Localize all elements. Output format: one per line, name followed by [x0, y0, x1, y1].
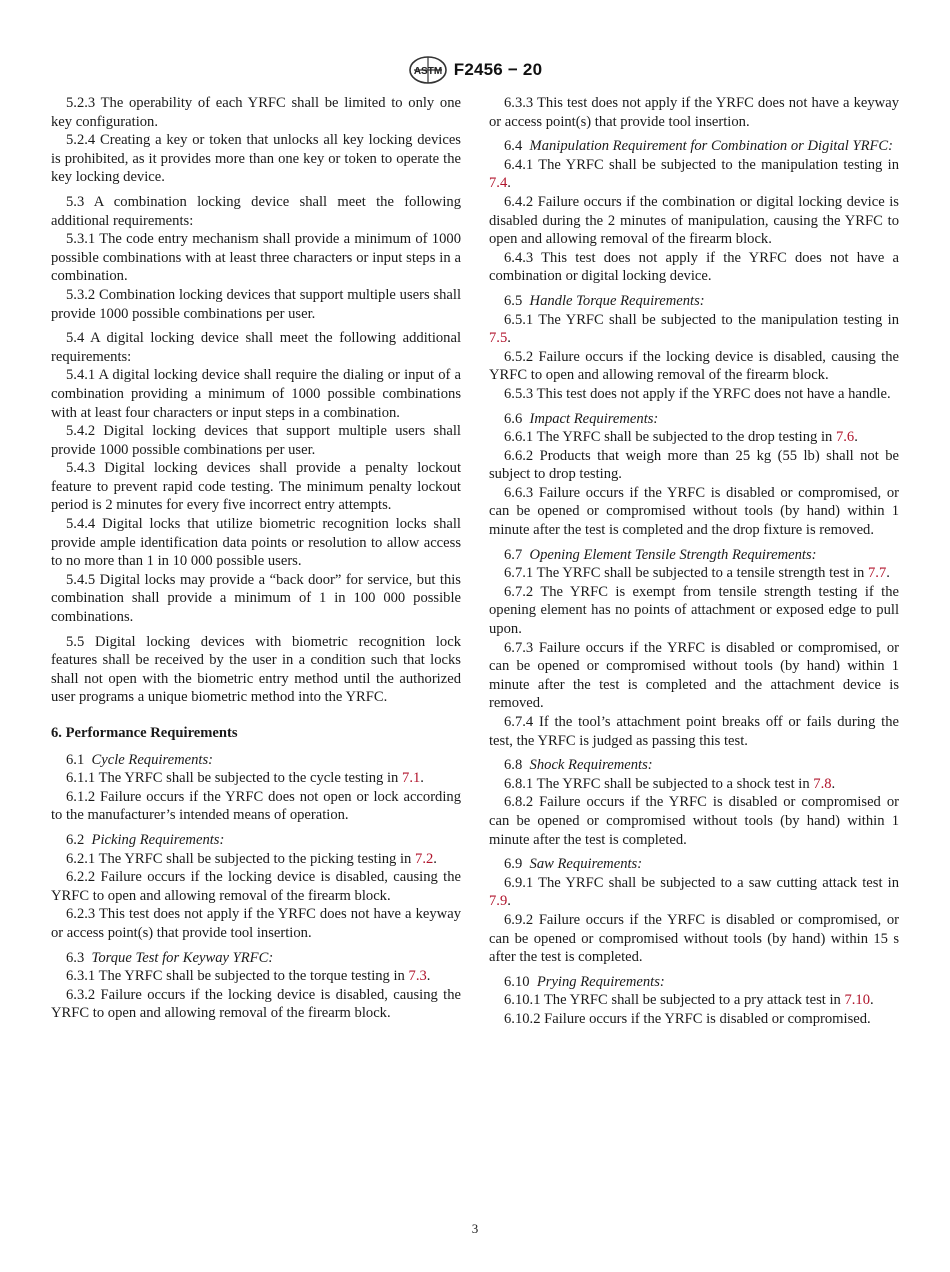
subsection-6-5: 6.5 Handle Torque Requirements: [504, 292, 705, 309]
page-number: 3 [471, 1221, 479, 1236]
paragraph-6-3-3: 6.3.3 This test does not apply if the YRFC does not have a keyway or access point(s) that provide tool insertion. [489, 95, 899, 130]
paragraph-6-4-2: 6.4.2 Failure occurs if the combination or digital locking device is disabled during the 2 minutes of manipulation, causing the YRFC to open and allowing removal of the firearm block. [489, 193, 899, 248]
paragraph-6-1-2: 6.1.2 Failure occurs if the YRFC does not open or lock according to the manufacturer’s intended means of operation. [51, 788, 461, 824]
paragraph-6-6-2: 6.6.2 Products that weigh more than 25 kg (55 lb) shall not be subject to drop testing. [489, 447, 899, 483]
svg-text:ASTM: ASTM [413, 66, 442, 77]
paragraph-6-4-3: 6.4.3 This test does not apply if the YRFC does not have a combination or digital locking device. [489, 249, 899, 285]
paragraph-6-8-1: 6.8.1 The YRFC shall be subjected to a shock test in 7.8. [504, 775, 836, 792]
paragraph-6-8-2: 6.8.2 Failure occurs if the YRFC is disabled or compromised or can be opened or compromised without tools (by hand) within 1 minute after the test is completed. [489, 794, 899, 848]
paragraph-6-3-1: 6.3.1 The YRFC shall be subjected to the torque testing in 7.3. [66, 968, 431, 985]
paragraph-6-4-1: 6.4.1 The YRFC shall be subjected to the manipulation testing in 7.4. [489, 156, 899, 192]
paragraph-5-2-4: 5.2.4 Creating a key or token that unlocks all key locking devices is prohibited, as it provides more than one key or token to operate the key locking device. [51, 132, 461, 186]
paragraph-6-9-2: 6.9.2 Failure occurs if the YRFC is disabled or compromised, or can be opened or compromised without tools (by hand) within 15 s after the test is completed. [489, 911, 899, 966]
paragraph-6-2-2: 6.2.2 Failure occurs if the locking device is disabled, causing the YRFC to open and allowing removal of the firearm block. [51, 869, 461, 904]
paragraph-6-3-2: 6.3.2 Failure occurs if the locking device is disabled, causing the YRFC to open and allowing removal of the firearm block. [51, 986, 461, 1022]
ref-7-9[interactable]: 7.9 [489, 893, 508, 910]
paragraph-6-7-2: 6.7.2 The YRFC is exempt from tensile strength testing if the opening element has no points of attachment or exposed edge to pull upon. [489, 583, 899, 638]
subsection-6-3: 6.3 Torque Test for Keyway YRFC: [66, 949, 274, 966]
paragraph-5-4-1: 5.4.1 A digital locking device shall require the dialing or input of a combination providing a minimum of 1000 possible combinations with at least four characters or input steps in a combination. [51, 367, 461, 421]
paragraph-6-5-3: 6.5.3 This test does not apply if the YRFC does not have a handle. [504, 385, 891, 402]
ref-7-1[interactable]: 7.1 [402, 770, 421, 787]
ref-7-10[interactable]: 7.10 [844, 992, 871, 1009]
paragraph-5-5: 5.5 Digital locking devices with biometric recognition lock features shall be received by the user in a condition such that locks shall not open with the biometric entry method until the authorized user programs a unique biometric method into the YRFC. [51, 633, 461, 706]
right-column [489, 94, 899, 1029]
paragraph-5-4-2: 5.4.2 Digital locking devices that support multiple users shall provide 1000 possible combinations per user. [51, 423, 461, 458]
paragraph-5-2-3: 5.2.3 The operability of each YRFC shall be limited to only one key configuration. [51, 95, 461, 130]
paragraph-6-5-1: 6.5.1 The YRFC shall be subjected to the manipulation testing in 7.5. [489, 311, 899, 347]
paragraph-6-7-4: 6.7.4 If the tool’s attachment point breaks off or fails during the test, the YRFC is judged as passing this test. [489, 714, 899, 749]
ref-7-2[interactable]: 7.2 [415, 850, 434, 867]
paragraph-6-1-1: 6.1.1 The YRFC shall be subjected to the cycle testing in 7.1. [66, 770, 424, 787]
paragraph-6-2-3: 6.2.3 This test does not apply if the YRFC does not have a keyway or access point(s) that provide tool insertion. [51, 906, 461, 941]
ref-7-5[interactable]: 7.5 [489, 330, 508, 347]
paragraph-5-4: 5.4 A digital locking device shall meet the following additional requirements: [51, 330, 461, 365]
page-header [0, 55, 950, 85]
standard-designation: F2456 − 20 [453, 60, 543, 79]
paragraph-6-6-1: 6.6.1 The YRFC shall be subjected to the drop testing in 7.6. [504, 429, 858, 446]
paragraph-5-3: 5.3 A combination locking device shall meet the following additional requirements: [51, 193, 461, 229]
subsection-6-6: 6.6 Impact Requirements: [504, 410, 659, 427]
paragraph-6-10-1: 6.10.1 The YRFC shall be subjected to a pry attack test in 7.10. [504, 992, 874, 1009]
paragraph-6-2-1: 6.2.1 The YRFC shall be subjected to the picking testing in 7.2. [66, 850, 437, 867]
ref-7-8[interactable]: 7.8 [813, 775, 832, 792]
subsection-6-8: 6.8 Shock Requirements: [504, 757, 653, 774]
left-column [51, 94, 461, 1023]
paragraph-6-5-2: 6.5.2 Failure occurs if the locking device is disabled, causing the YRFC to open and allowing removal of the firearm block. [489, 348, 899, 384]
paragraph-6-7-1: 6.7.1 The YRFC shall be subjected to a tensile strength test in 7.7. [504, 565, 890, 582]
paragraph-6-6-3: 6.6.3 Failure occurs if the YRFC is disabled or compromised, or can be opened or compromised without tools (by hand) within 1 minute after the test is completed and the drop fixture is removed. [489, 484, 899, 539]
paragraph-5-4-5: 5.4.5 Digital locks may provide a “back door” for service, but this combination shall provide a minimum of 1 in 100 000 possible combinations. [51, 571, 461, 626]
ref-7-7[interactable]: 7.7 [868, 565, 887, 582]
subsection-6-9: 6.9 Saw Requirements: [504, 856, 643, 873]
ref-7-3[interactable]: 7.3 [408, 968, 427, 985]
paragraph-6-9-1: 6.9.1 The YRFC shall be subjected to a saw cutting attack test in 7.9. [489, 874, 899, 910]
subsection-6-1: 6.1 Cycle Requirements: [66, 751, 213, 768]
subsection-6-7: 6.7 Opening Element Tensile Strength Requirements: [504, 546, 817, 563]
paragraph-5-4-4: 5.4.4 Digital locks that utilize biometric recognition locks shall provide ample identification data points or resolution to allow access to no more than 1 in 10 000 possible users. [51, 516, 461, 570]
paragraph-5-3-2: 5.3.2 Combination locking devices that support multiple users shall provide 1000 possible combinations per user. [51, 286, 461, 322]
paragraph-5-3-1: 5.3.1 The code entry mechanism shall provide a minimum of 1000 possible combinations with at least three characters or input steps in a combination. [51, 231, 461, 285]
paragraph-6-7-3: 6.7.3 Failure occurs if the YRFC is disabled or compromised, or can be opened or compromised without tools (by hand) within 1 minute after the test is completed and the attachment device is removed. [489, 639, 899, 712]
subsection-6-2: 6.2 Picking Requirements: [66, 831, 225, 848]
subsection-6-10: 6.10 Prying Requirements: [504, 973, 665, 990]
subsection-6-4: 6.4 Manipulation Requirement for Combination or Digital YRFC: [504, 138, 894, 155]
section-6-heading: 6. Performance Requirements [51, 725, 238, 741]
paragraph-6-10-2: 6.10.2 Failure occurs if the YRFC is disabled or compromised. [504, 1010, 871, 1027]
paragraph-5-4-3: 5.4.3 Digital locking devices shall provide a penalty lockout feature to prevent rapid code testing. The minimum penalty lockout period is 2 minutes for every five incorrect entry attempts. [51, 460, 461, 514]
ref-7-4[interactable]: 7.4 [489, 175, 508, 192]
astm-logo [408, 55, 448, 85]
ref-7-6[interactable]: 7.6 [835, 429, 855, 446]
